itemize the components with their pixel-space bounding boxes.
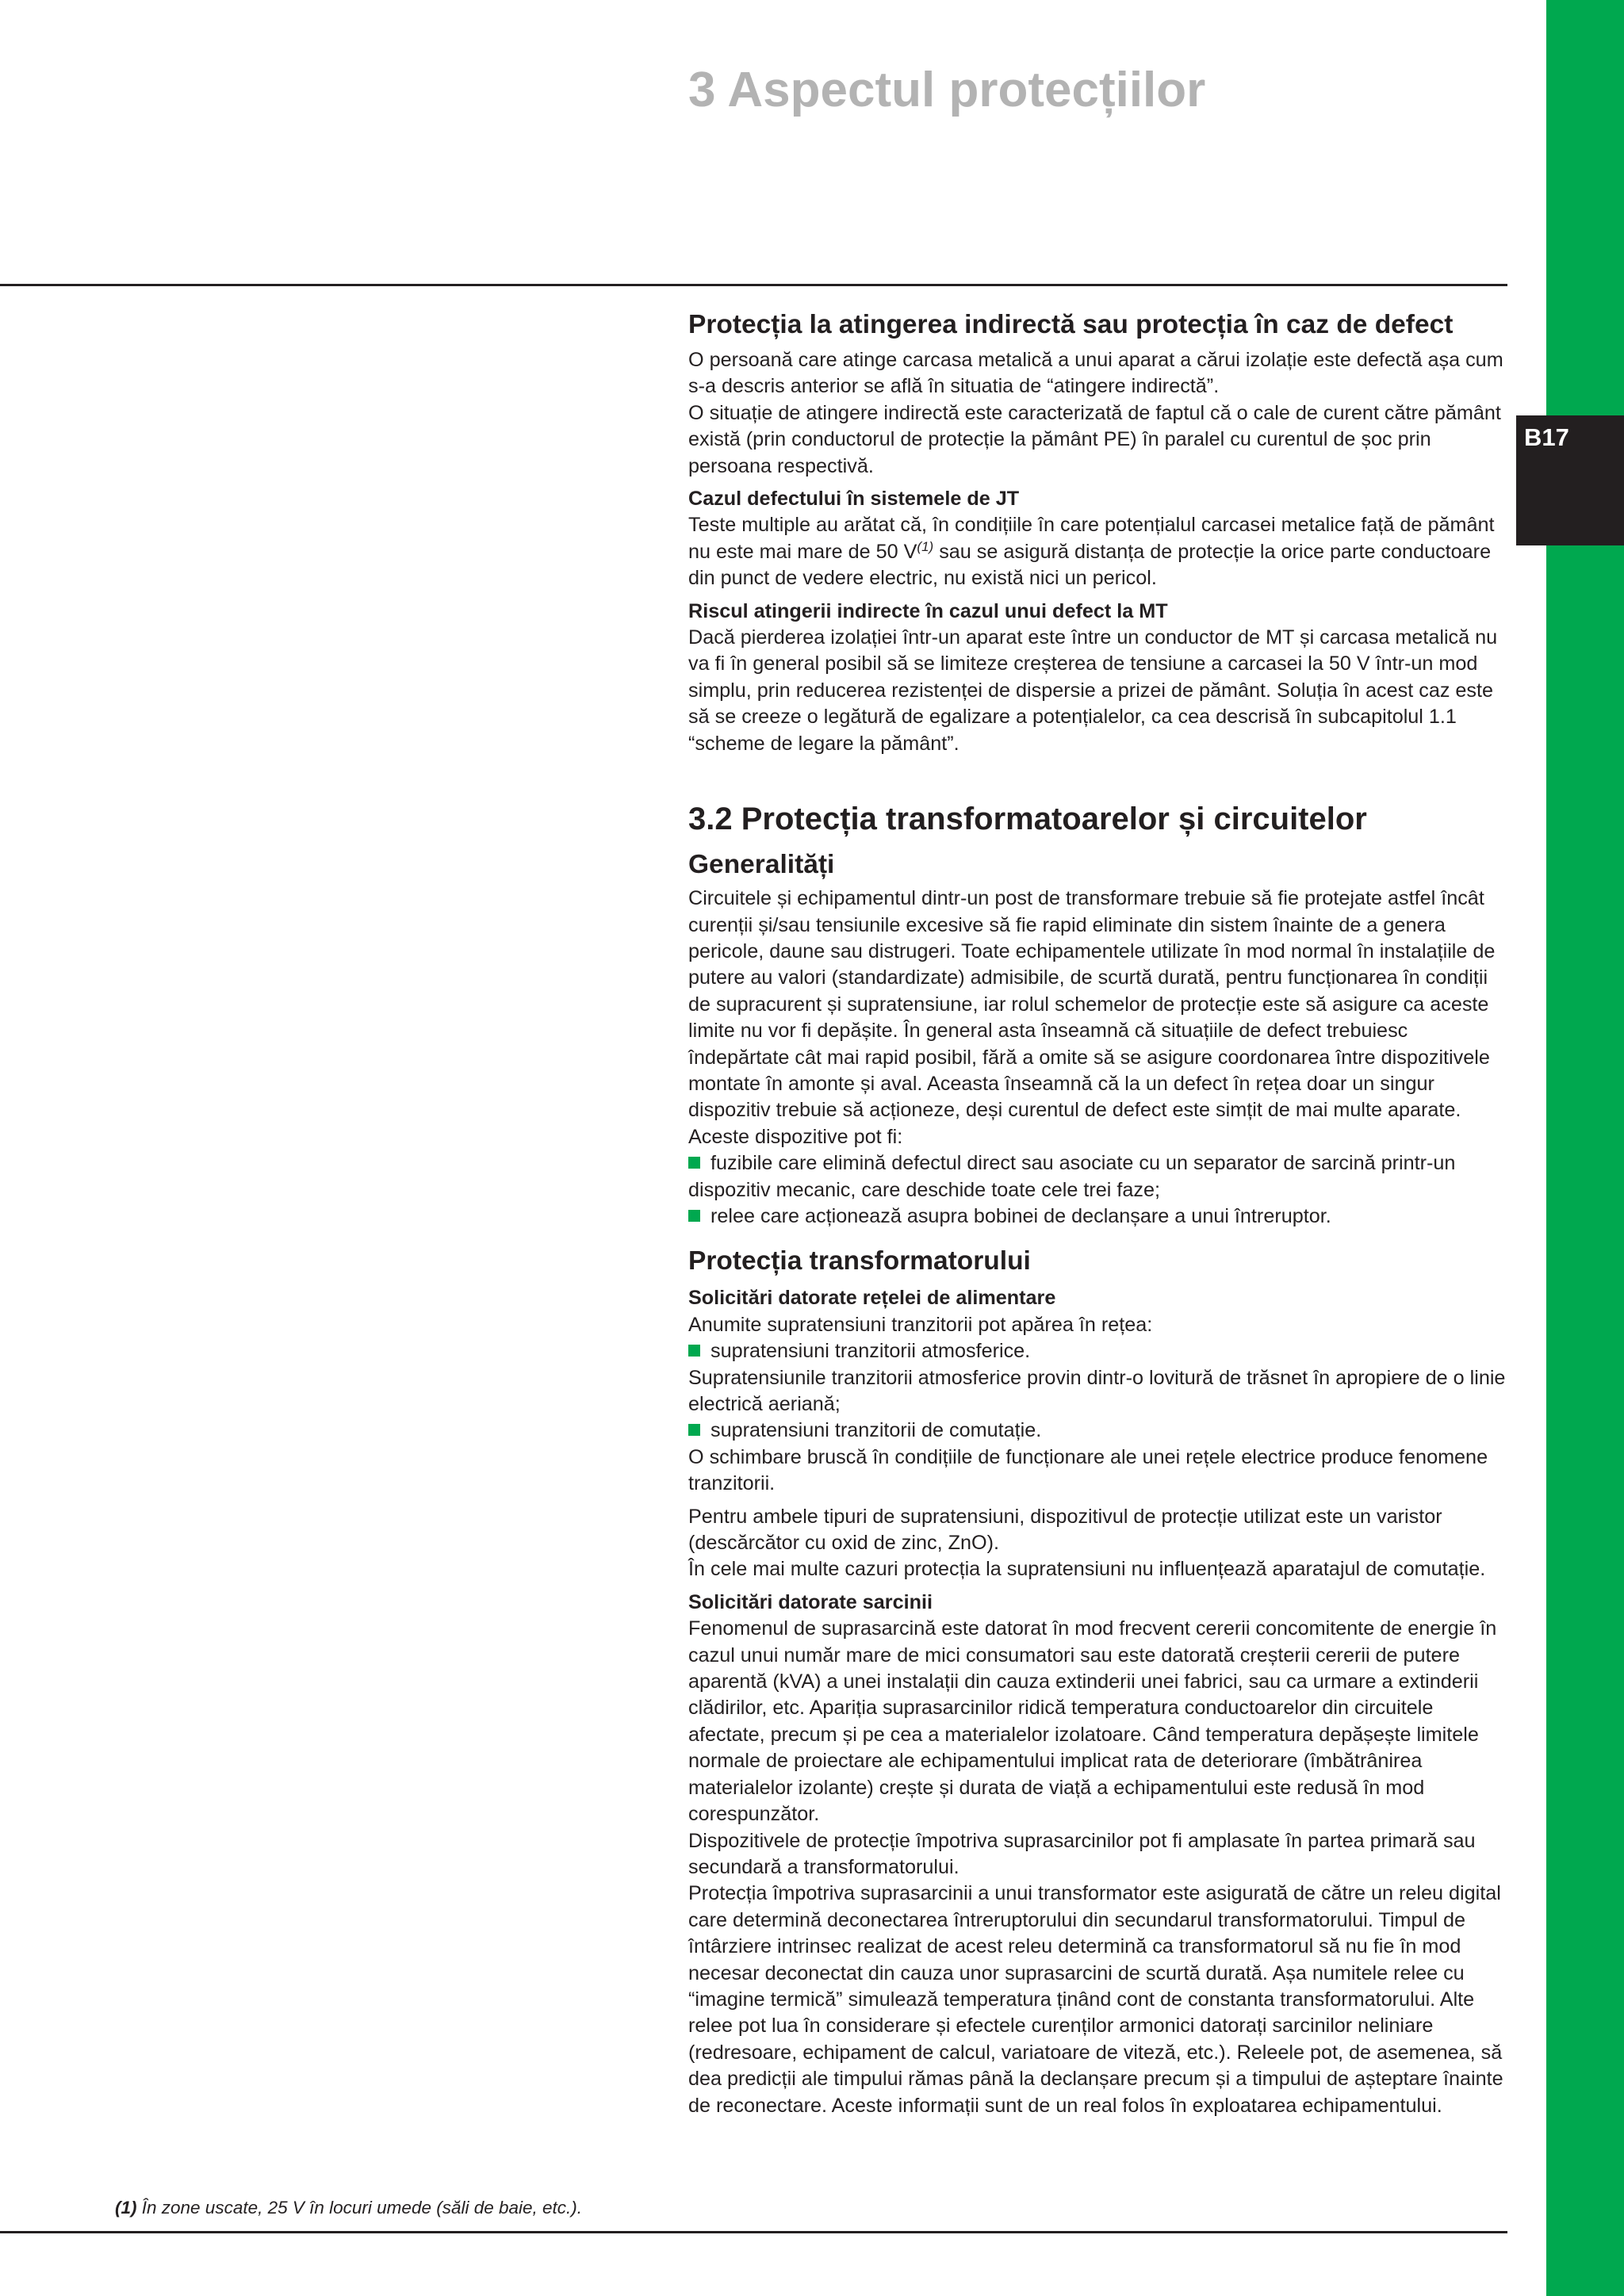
general-text: Circuitele și echipamentul dintr-un post de transformare trebuie să fie protejate astfel încât curenții și/sau tensiunile excesive să fie rapid eliminate din sistem înainte de a genera pericole, daune sau distrugeri. Toate echipamentele utilizate în mod normal în instalațiile de putere au valori (standardizate) admisibile, de scurtă durată, pentru funcționarea în condiții de supracurent și supratensiune, iar rolul schemelor de protecție este să asigure ca aceste limite nu vor fi depășite. În general asta înseamnă că situațiile de defect trebuiesc îndepărtate cât mai rapid posibil, fără a omite să se asigure coordonarea între dispozitivele montate în amonte și aval. Aceasta înseamnă că la un defect în rețea doar un singur dispozitiv trebuie să acționeze, deși curentul de defect este simțit de mai multe aparate. (688, 887, 1496, 1122)
lv-fault-text-after: sau se asigură distanța de protecție la orice parte conductoare din punct de vedere electric, nu există nici un pericol. (688, 540, 1492, 590)
green-side-bar (1546, 0, 1624, 2296)
footnote-marker: (1) (115, 2198, 137, 2218)
list-item-text: relee care acționează asupra bobinei de declanșare a unui întreruptor. (710, 1204, 1331, 1227)
indirect-p2: O situație de atingere indirectă este caracterizată de faptul că o cale de curent către pământ există (prin conductorul de protecție la pământ PE) în paralel cu curentul de șoc prin persoana respectivă. (688, 401, 1501, 477)
load-p3: Protecția împotriva suprasarcinii a unui transformator este asigurată de către un releu digital care determină deconectarea întreruptorului din secundarul transformatorului. Timpul de întârziere intrinsec realizat de acest releu determină ca transformatorul să nu fie în mod necesar deconectat din cauza unor suprasarcini de scurtă durată. Așa numitele relee cu “imagine termică” simulează temperatura ținând cont de constanta transformatorului. Alte relee pot lua în considerare și efectele curenților armonici datorați sarcinilor neliniare (redresoare, echipament de calcul, variatoare de viteză, etc.). Releele pot, de asemenea, să dea predicții ale timpului rămas până la declanșare precum și a timpului de așteptare înainte de reconectare. Aceste informații sunt de un real folos în exploatarea echipamentului. (688, 1882, 1503, 2117)
list-item-text: supratensiuni tranzitorii atmosferice. (710, 1340, 1031, 1363)
top-divider (0, 284, 1507, 286)
list-item (688, 1203, 1513, 1230)
page-tab-label: B17 (1524, 423, 1569, 451)
load-p1: Fenomenul de suprasarcină este datorat în mod frecvent cererii concomitente de energie în cazul unui număr mare de mici consumatori sau este datorată creșterii cererii de putere aparentă (kVA) a unei instalații din cauza extinderii unei fabrici, sau ca urmare a extinderii clădirilor, etc. Apariția suprasarcinilor ridică temperatura conductoarelor din circuitele afectate, precum și pe cea a materialelor izolatoare. Când temperatura depășește limitele normale de proiectare ale echipamentului implicat rata de deteriorare (îmbătrânirea materialelor izolante) crește și durata de viață a echipamentului este redusă în mod corespunzător. (688, 1617, 1497, 1826)
mv-fault-text: Dacă pierderea izolației într-un aparat este între un conductor de MT și carcasa metalică nu va fi în general posibil să se limiteze creșterea de tensiune a carcasei la 50 V într-un mod simplu, prin reducerea rezistenței de dispersie a prizei de pământ. Soluția în acest caz este să se creeze o legătură de egalizare a potențialelor, ca cea descrisă în subcapitolul 1.1 “scheme de legare la pământ”. (688, 626, 1498, 755)
supply-stress-heading: Solicitări datorate rețelei de alimentare (688, 1287, 1056, 1310)
footnote-text: În zone uscate, 25 V în locuri umede (săli de baie, etc.). (136, 2198, 583, 2218)
mv-fault-heading: Riscul atingerii indirecte în cazul unui defect la MT (688, 599, 1168, 622)
lv-fault-heading: Cazul defectului în sistemele de JT (688, 488, 1020, 511)
green-square-bullet-icon (688, 1424, 700, 1436)
lv-fault-text (688, 512, 1513, 591)
list-item (688, 1418, 1513, 1444)
green-square-bullet-icon (688, 1345, 700, 1357)
main-content (688, 308, 1513, 2119)
supply-intro: Anumite supratensiuni tranzitorii pot apărea în rețea: (688, 1313, 1153, 1336)
green-square-bullet-icon (688, 1210, 700, 1222)
section-3-2-heading: 3.2 Protecția transformatoarelor și circuitelor (688, 802, 1367, 837)
footnote (115, 2198, 582, 2218)
devices-intro: Aceste dispozitive pot fi: (688, 1125, 903, 1148)
transformer-protection-heading: Protecția transformatorului (688, 1246, 1031, 1276)
indirect-contact-heading: Protecția la atingerea indirectă sau protecția în caz de defect (688, 310, 1454, 339)
lv-fault-text-before: Teste multiple au arătat că, în condițiile în care potențialul carcasei metalice față de pământ nu este mai mare de 50 V (688, 514, 1495, 563)
green-square-bullet-icon (688, 1157, 700, 1169)
list-item-text: fuzibile care elimină defectul direct sau asociate cu un separator de sarcină printr-un dispozitiv mecanic, care deschide toate cele trei faze; (688, 1152, 1456, 1201)
list-item (688, 1338, 1513, 1364)
list-item-text: supratensiuni tranzitorii de comutație. (710, 1419, 1042, 1442)
page-tab (1516, 415, 1624, 545)
chapter-title: 3 Aspectul protecțiilor (688, 63, 1206, 117)
general-heading: Generalități (688, 850, 835, 880)
load-stress-heading: Solicitări datorate sarcinii (688, 1590, 933, 1613)
load-p2: Dispozitivele de protecție împotriva suprasarcinilor pot fi amplasate în partea primară sau secundară a transformatorului. (688, 1829, 1476, 1878)
varistor-text: Pentru ambele tipuri de supratensiuni, dispozitivul de protecție utilizat este un varistor (descărcător cu oxid de zinc, ZnO). (688, 1505, 1442, 1555)
influence-text: În cele mai multe cazuri protecția la supratensiuni nu influențează aparatajul de comutație. (688, 1558, 1486, 1581)
list-item (688, 1150, 1513, 1203)
switching-text: O schimbare bruscă în condițiile de funcționare ale unei rețele electrice produce fenomene tranzitorii. (688, 1445, 1488, 1495)
atmospheric-text: Supratensiunile tranzitorii atmosferice provin dintr-o lovitură de trăsnet în apropiere de o linie electrică aeriană; (688, 1366, 1506, 1415)
footnote-ref: (1) (917, 538, 934, 554)
bottom-divider (0, 2231, 1507, 2233)
indirect-p1: O persoană care atinge carcasa metalică a unui aparat a cărui izolație este defectă așa cum s-a descris anterior se află în situatia de “atingere indirectă”. (688, 349, 1503, 398)
